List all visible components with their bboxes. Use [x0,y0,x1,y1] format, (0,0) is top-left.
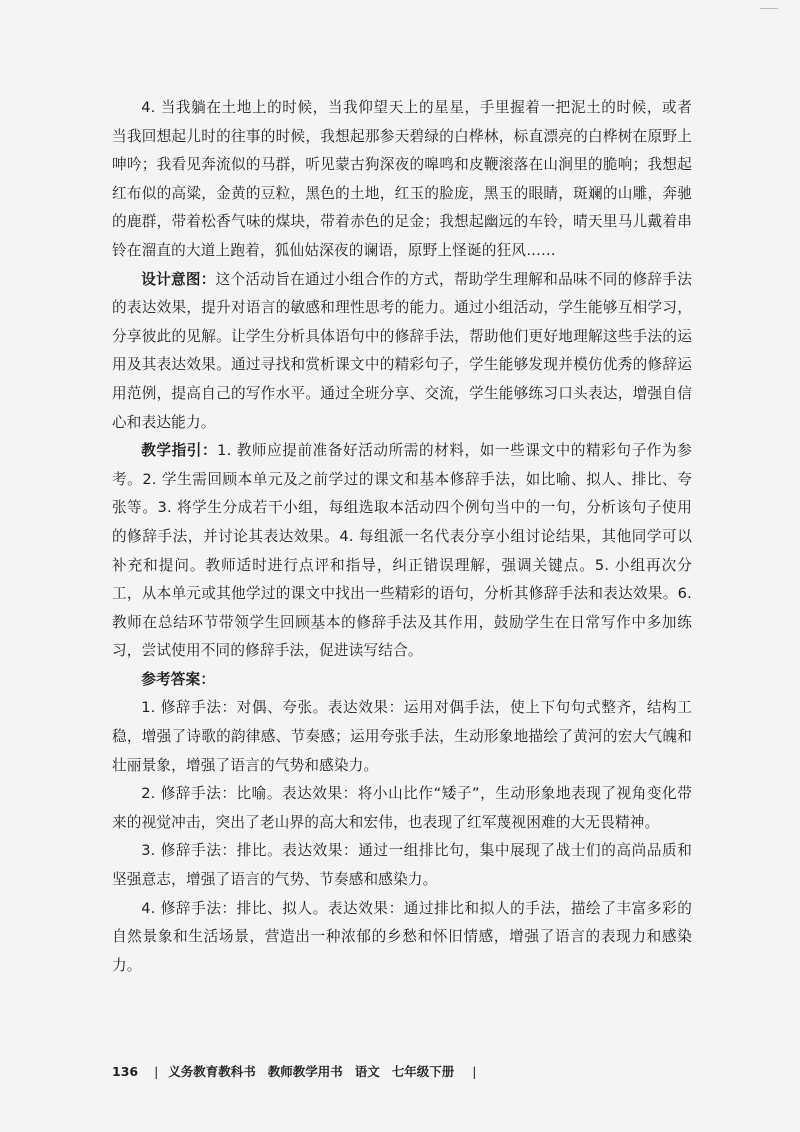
footer-grade: 七年级下册 [391,1064,455,1079]
page-number: 136 [112,1064,139,1079]
page-content [112,94,692,980]
example-item-4: 4. 当我躺在土地上的时候，当我仰望天上的星星，手里握着一把泥土的时候，或者当我回想起儿时的往事的时候，我想起那参天碧绿的白桦林，标直漂亮的白桦树在原野上呻吟；我看见奔流似的马群，听见蒙古狗深夜的嗥鸣和皮鞭滚落在山涧里的脆响；我想起红布似的高粱，金黄的豆粒，黑色的土地，红玉的脸庞，黑玉的眼睛，斑斓的山雕，奔驰的鹿群，带着松香气味的煤块，带着赤色的足金；我想起幽远的车铃，晴天里马儿戴着串铃在溜直的大道上跑着，狐仙姑深夜的谰语，原野上怪诞的狂风…… [112,99,692,259]
design-intent-paragraph [112,266,692,438]
footer-subject: 语文 [354,1064,380,1079]
teaching-guide-paragraph [112,437,692,666]
answer-item-3: 3. 修辞手法：排比。表达效果：通过一组排比句，集中展现了战士们的高尚品质和坚强意志，增强了语言的气势、节奏感和感染力。 [112,842,692,889]
teaching-guide-label: 教学指引： [141,442,218,460]
footer-series: 义务教育教科书 [168,1064,256,1079]
footer-book-title: 教师教学用书 [267,1064,343,1079]
footer-separator: | [154,1064,159,1079]
page-footer [112,1062,483,1080]
design-intent-label: 设计意图： [141,270,216,288]
design-intent-text: 这个活动旨在通过小组合作的方式，帮助学生理解和品味不同的修辞手法的表达效果，提升对语言的敏感和理性思考的能力。通过小组活动，学生能够互相学习，分享彼此的见解。让学生分析具体语句中的修辞手法，帮助他们更好地理解这些手法的运用及其表达效果。通过寻找和赏析课文中的精彩句子，学生能够发现并模仿优秀的修辞运用范例，提高自己的写作水平。通过全班分享、交流，学生能够练习口头表达，增强自信心和表达能力。 [112,270,692,431]
answer-item-1: 1. 修辞手法：对偶、夸张。表达效果：运用对偶手法，使上下句句式整齐，结构工稳，增强了诗歌的韵律感、节奏感；运用夸张手法，生动形象地描绘了黄河的宏大气魄和壮丽景象，增强了语言的气势和感染力。 [112,699,692,774]
teaching-guide-text: 1. 教师应提前准备好活动所需的材料，如一些课文中的精彩句子作为参考。2. 学生需回顾本单元及之前学过的课文和基本修辞手法，如比喻、拟人、排比、夸张等。3. 将学生分成若干小组，每组选取本活动四个例句当中的一句，分析该句子使用的修辞手法，并讨论其表达效果。4. 每组派一名代表分享小组讨论结果，其他同学可以补充和提问。教师适时进行点评和指导，纠正错误理解，强调关键点。5. 小组再次分工，从本单元或其他学过的课文中找出一些精彩的语句，分析其修辞手法和表达效果。6. 教师在总结环节带领学生回顾基本的修辞手法及其作用，鼓励学生在日常写作中多加练习，尝试使用不同的修辞手法，促进读写结合。 [112,442,692,660]
scan-corner-mark [760,0,778,9]
footer-separator-end: | [472,1064,477,1079]
reference-answers-heading: 参考答案： [141,670,216,688]
answer-item-2: 2. 修辞手法：比喻。表达效果：将小山比作“矮子”，生动形象地表现了视角变化带来的视觉冲击，突出了老山界的高大和宏伟，也表现了红军蔑视困难的大无畏精神。 [112,785,692,831]
answer-item-4: 4. 修辞手法：排比、拟人。表达效果：通过排比和拟人的手法，描绘了丰富多彩的自然景象和生活场景，营造出一种浓郁的乡愁和怀旧情感，增强了语言的表现力和感染力。 [112,899,692,974]
